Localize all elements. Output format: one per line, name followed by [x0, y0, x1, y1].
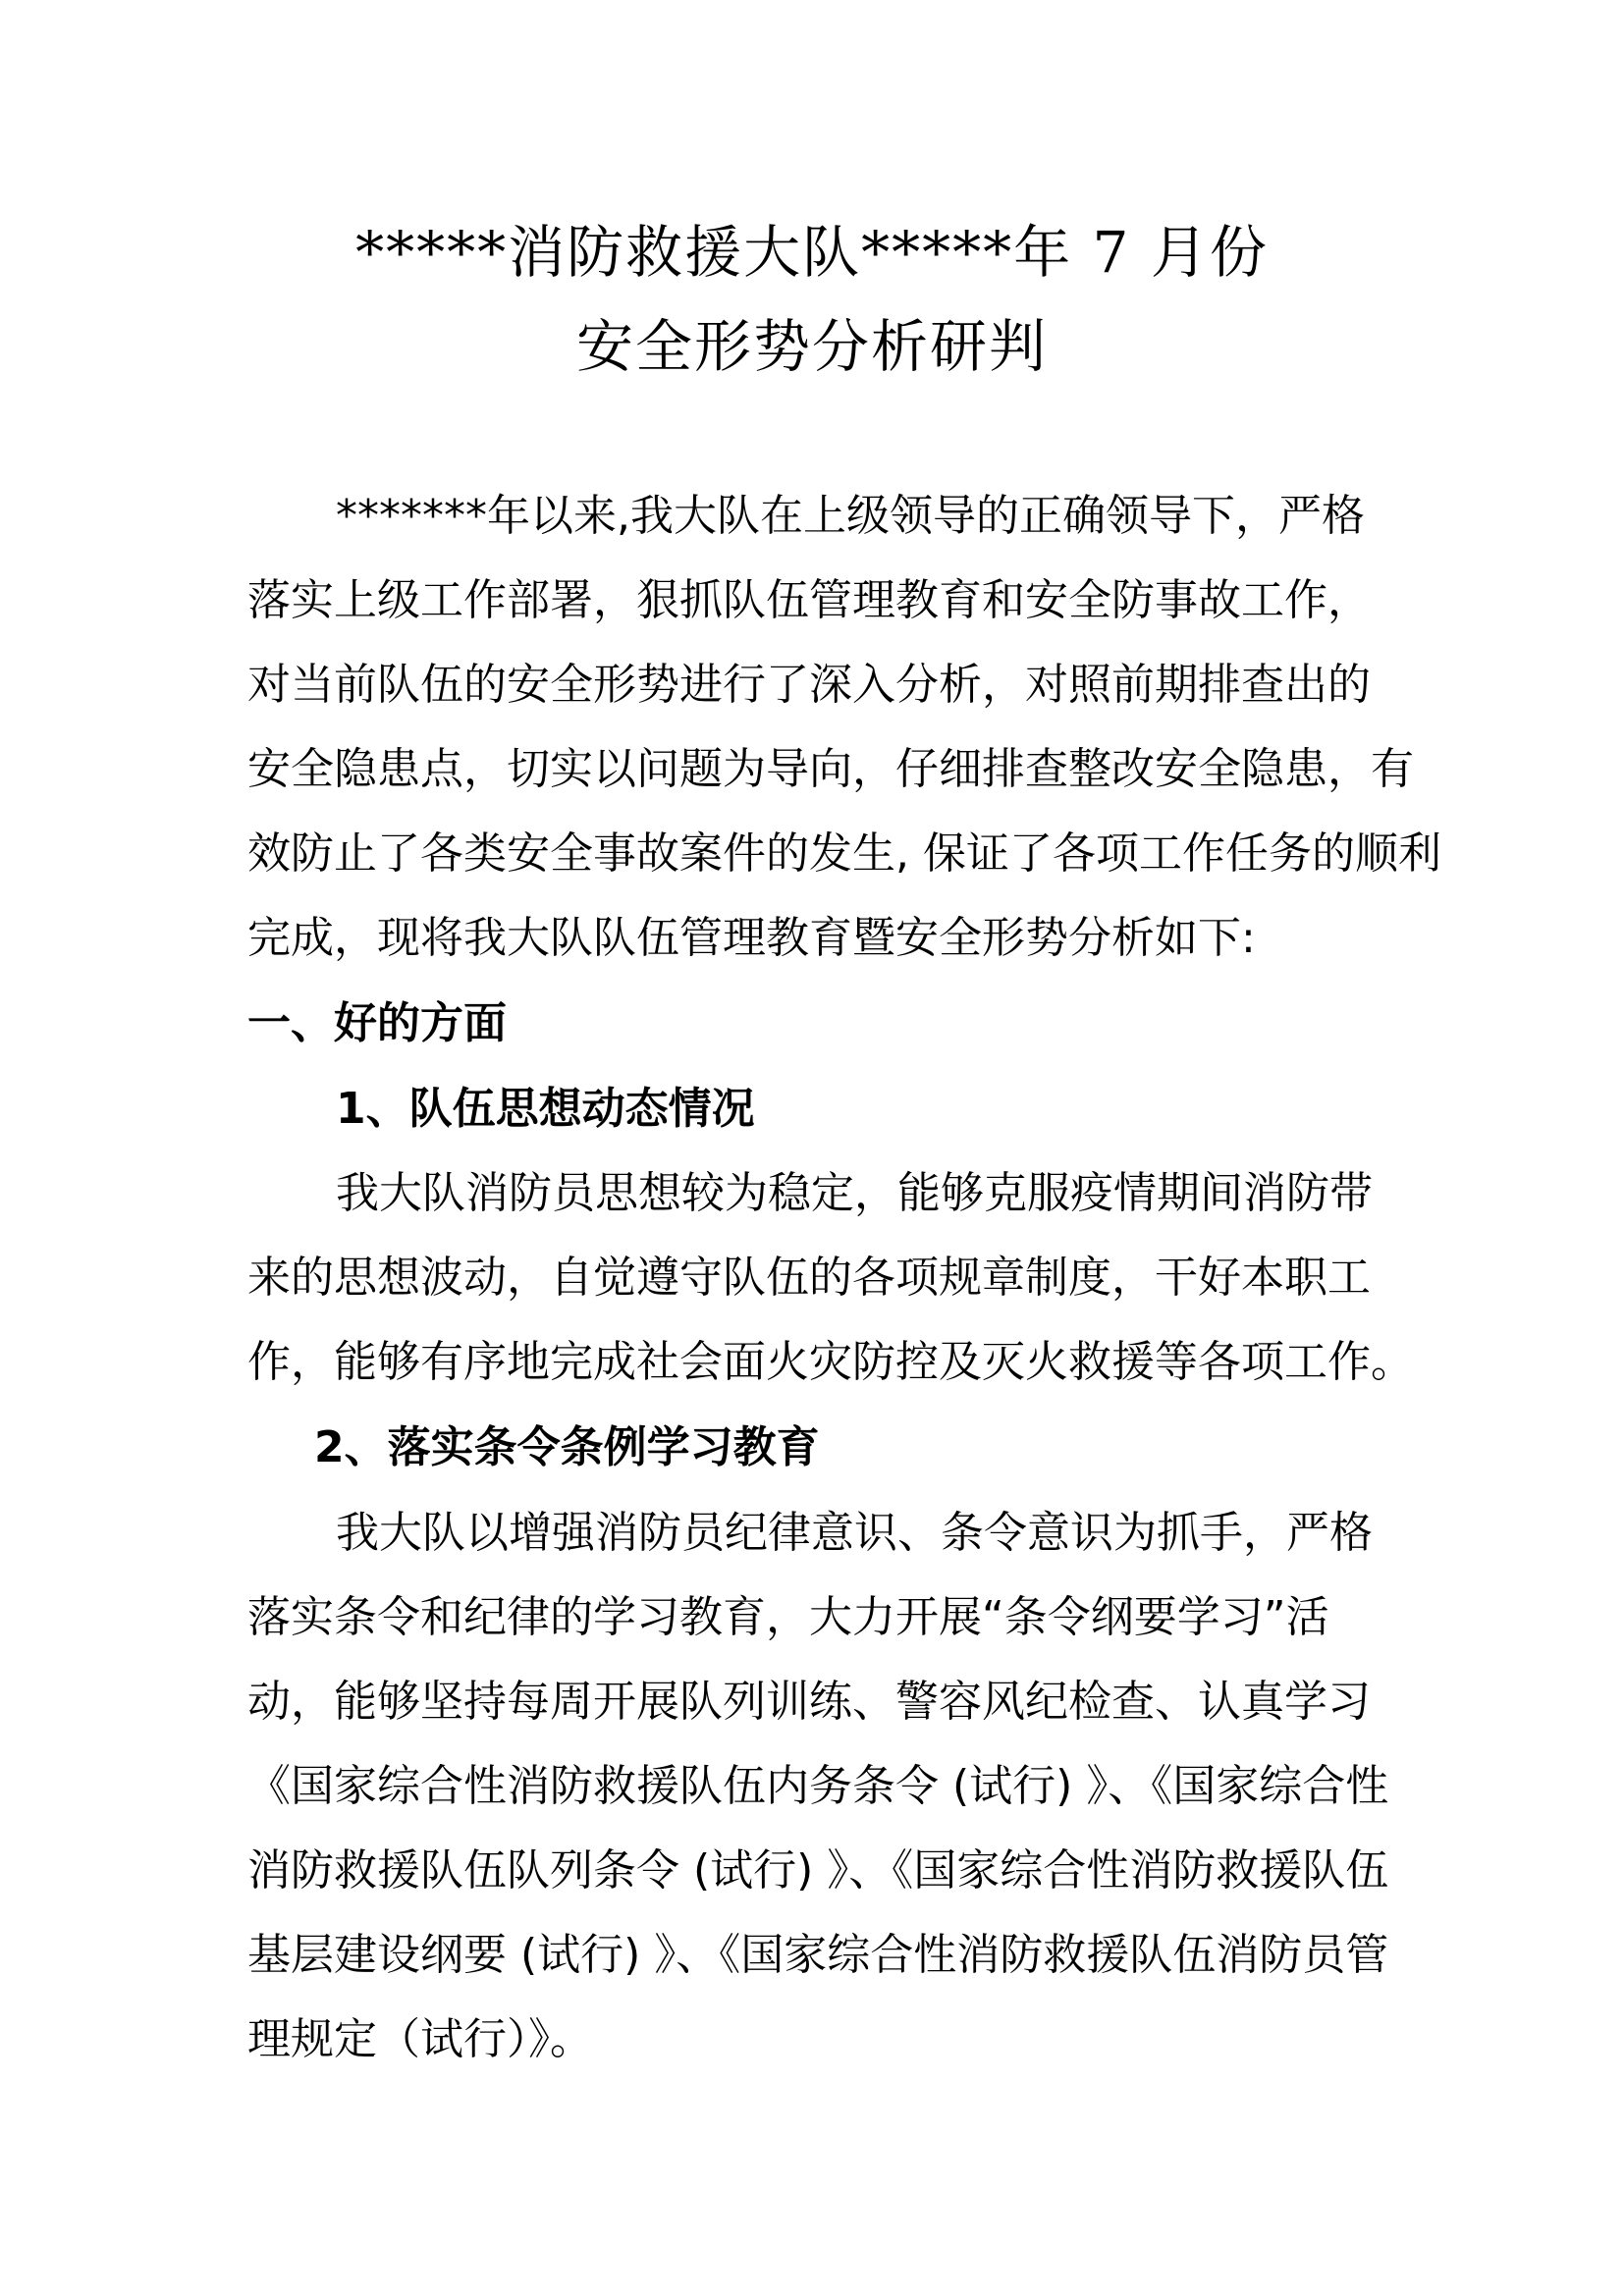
- intro-line-3: 对当前队伍的安全形势进行了深入分析，对照前期排查出的: [247, 660, 1371, 710]
- subsection-heading-2: 2、落实条令条例学习教育: [314, 1422, 820, 1472]
- subsection-1-line-2: 来的思想波动，自觉遵守队伍的各项规章制度，干好本职工: [247, 1253, 1371, 1303]
- document-title-line-2: 安全形势分析研判: [575, 313, 1048, 380]
- intro-line-6: 完成，现将我大队队伍管理教育暨安全形势分析如下:: [247, 913, 1256, 963]
- subsection-2-line-6: 基层建设纲要 (试行) 》、《国家综合性消防救援队伍消防员管: [247, 1930, 1389, 1980]
- subsection-2-line-5: 消防救援队伍队列条令 (试行) 》、《国家综合性消防救援队伍: [247, 1845, 1389, 1896]
- subsection-2-line-4: 《国家综合性消防救援队伍内务条令 (试行) 》、《国家综合性: [247, 1761, 1389, 1811]
- subsection-2-line-1: 我大队以增强消防员纪律意识、条令意识为抓手，严格: [336, 1508, 1373, 1558]
- intro-line-4: 安全隐患点，切实以问题为导向，仔细排查整改安全隐患，有: [247, 744, 1414, 794]
- subsection-2-line-3: 动，能够坚持每周开展队列训练、警容风纪检查、认真学习: [247, 1677, 1371, 1727]
- subsection-2-line-7: 理规定（试行）》。: [247, 2014, 593, 2064]
- subsection-heading-1: 1、队伍思想动态情况: [336, 1084, 755, 1134]
- intro-line-5: 效防止了各类安全事故案件的发生, 保证了各项工作任务的顺利: [247, 828, 1441, 879]
- subsection-1-line-1: 我大队消防员思想较为稳定，能够克服疫情期间消防带: [336, 1168, 1373, 1218]
- intro-line-1: *******年以来,我大队在上级领导的正确领导下，严格: [336, 491, 1365, 541]
- intro-line-2: 落实上级工作部署，狠抓队伍管理教育和安全防事故工作，: [247, 575, 1371, 625]
- subsection-2-line-2: 落实条令和纪律的学习教育，大力开展“条令纲要学习”活: [247, 1592, 1329, 1642]
- section-heading-good-aspects: 一、好的方面: [247, 998, 507, 1048]
- document-title-line-1: *****消防救援大队*****年 7 月份: [355, 219, 1269, 286]
- subsection-1-line-3: 作，能够有序地完成社会面火灾防控及灭火救援等各项工作。: [247, 1337, 1414, 1387]
